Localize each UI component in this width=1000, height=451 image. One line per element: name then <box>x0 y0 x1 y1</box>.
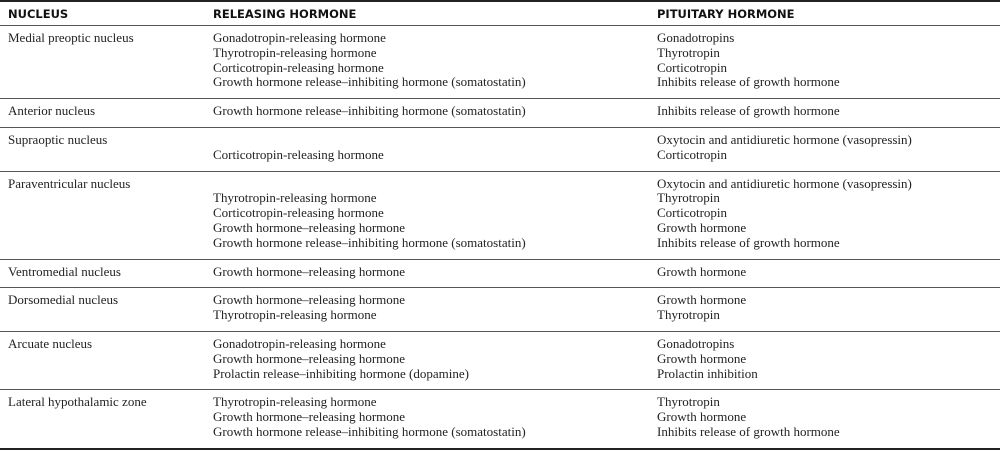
releasing-hormone-cell <box>213 127 657 171</box>
pituitary-hormone-line: Growth hormone <box>657 219 747 235</box>
releasing-hormone-cell <box>213 99 657 128</box>
releasing-hormone-cell <box>213 390 657 449</box>
pituitary-hormone-line: Gonadotropins <box>657 30 735 45</box>
pituitary-hormone-cell <box>657 288 1000 332</box>
pituitary-hormone-line: Corticotropin <box>657 205 728 221</box>
releasing-hormone-cell <box>213 331 657 389</box>
releasing-hormone-line: Growth hormone–releasing hormone <box>213 350 406 366</box>
nucleus-cell: Anterior nucleus <box>0 99 213 128</box>
table-row <box>0 331 1000 389</box>
releasing-hormone-line: Corticotropin-releasing hormone <box>213 146 384 162</box>
table-row <box>0 26 1000 99</box>
releasing-hormone-line: Thyrotropin-releasing hormone <box>213 307 377 323</box>
pituitary-hormone-line: Prolactin inhibition <box>657 365 758 381</box>
nucleus-cell: Arcuate nucleus <box>0 331 213 389</box>
table-row <box>0 390 1000 449</box>
pituitary-hormone-cell <box>657 390 1000 449</box>
pituitary-hormone-cell <box>657 127 1000 171</box>
releasing-hormone-line <box>213 177 657 192</box>
releasing-hormone-cell <box>213 259 657 288</box>
header-row <box>0 1 1000 26</box>
nucleus-cell: Lateral hypothalamic zone <box>8 394 147 410</box>
nucleus-cell: Supraoptic nucleus <box>0 127 213 171</box>
releasing-hormone-cell <box>213 288 657 332</box>
nucleus-cell: Ventromedial nucleus <box>0 259 213 288</box>
releasing-hormone-line: Gonadotropin-releasing hormone <box>213 30 386 45</box>
pituitary-hormone-line: Thyrotropin <box>657 307 720 323</box>
nucleus-cell: Medial preoptic nucleus <box>0 26 213 99</box>
pituitary-hormone-cell <box>657 259 1000 288</box>
table-row <box>0 127 1000 171</box>
releasing-hormone-line: Prolactin release–inhibiting hormone (dopamine) <box>213 365 469 381</box>
releasing-hormone-line: Growth hormone release–inhibiting hormone (somatostatin) <box>213 103 526 119</box>
pituitary-hormone-line: Growth hormone <box>657 409 747 425</box>
pituitary-hormone-line: Growth hormone <box>657 263 747 279</box>
releasing-hormone-line: Gonadotropin-releasing hormone <box>213 335 386 351</box>
pituitary-hormone-line: Inhibits release of growth hormone <box>657 234 840 250</box>
table-row <box>0 99 1000 128</box>
pituitary-hormone-cell <box>657 331 1000 389</box>
pituitary-hormone-line: Gonadotropins <box>657 335 735 351</box>
releasing-hormone-cell <box>213 171 657 259</box>
pituitary-hormone-line: Inhibits release of growth hormone <box>657 423 840 439</box>
table-row <box>0 259 1000 288</box>
releasing-hormone-cell <box>213 26 657 99</box>
releasing-hormone-line: Growth hormone release–inhibiting hormone (somatostatin) <box>213 423 526 439</box>
releasing-hormone-line: Growth hormone–releasing hormone <box>213 409 406 425</box>
pituitary-hormone-line: Corticotropin <box>657 59 728 75</box>
pituitary-hormone-line: Inhibits release of growth hormone <box>657 74 840 90</box>
releasing-hormone-line: Growth hormone–releasing hormone <box>213 263 406 279</box>
releasing-hormone-line: Corticotropin-releasing hormone <box>213 59 384 75</box>
pituitary-hormone-line: Growth hormone <box>657 292 747 308</box>
releasing-hormone-line <box>213 133 657 148</box>
releasing-hormone-line: Thyrotropin-releasing hormone <box>213 44 377 60</box>
header-nucleus: NUCLEUS <box>0 1 213 26</box>
releasing-hormone-line: Growth hormone–releasing hormone <box>213 292 406 308</box>
releasing-hormone-line: Thyrotropin-releasing hormone <box>213 190 377 206</box>
pituitary-hormone-line: Thyrotropin <box>657 190 720 206</box>
pituitary-hormone-cell <box>657 26 1000 99</box>
releasing-hormone-line: Growth hormone release–inhibiting hormone (somatostatin) <box>213 74 526 90</box>
table-row <box>0 288 1000 332</box>
releasing-hormone-line: Thyrotropin-releasing hormone <box>213 394 377 410</box>
pituitary-hormone-line: Thyrotropin <box>657 394 720 410</box>
releasing-hormone-line: Corticotropin-releasing hormone <box>213 205 384 221</box>
header-pituitary-hormone: PITUITARY HORMONE <box>657 1 1000 26</box>
releasing-hormone-line: Growth hormone–releasing hormone <box>213 219 406 235</box>
table-row <box>0 171 1000 259</box>
pituitary-hormone-line: Oxytocin and antidiuretic hormone (vasopressin) <box>657 175 912 191</box>
pituitary-hormone-line: Inhibits release of growth hormone <box>657 103 840 119</box>
pituitary-hormone-cell <box>657 171 1000 259</box>
pituitary-hormone-line: Corticotropin <box>657 146 728 162</box>
pituitary-hormone-line: Thyrotropin <box>657 44 720 60</box>
nucleus-cell: Dorsomedial nucleus <box>0 288 213 332</box>
nucleus-cell: Paraventricular nucleus <box>0 171 213 259</box>
releasing-hormone-line: Growth hormone release–inhibiting hormone (somatostatin) <box>213 234 526 250</box>
pituitary-hormone-line: Growth hormone <box>657 350 747 366</box>
pituitary-hormone-cell <box>657 99 1000 128</box>
header-releasing-hormone: RELEASING HORMONE <box>213 1 657 26</box>
pituitary-hormone-line: Oxytocin and antidiuretic hormone (vasopressin) <box>657 131 912 147</box>
